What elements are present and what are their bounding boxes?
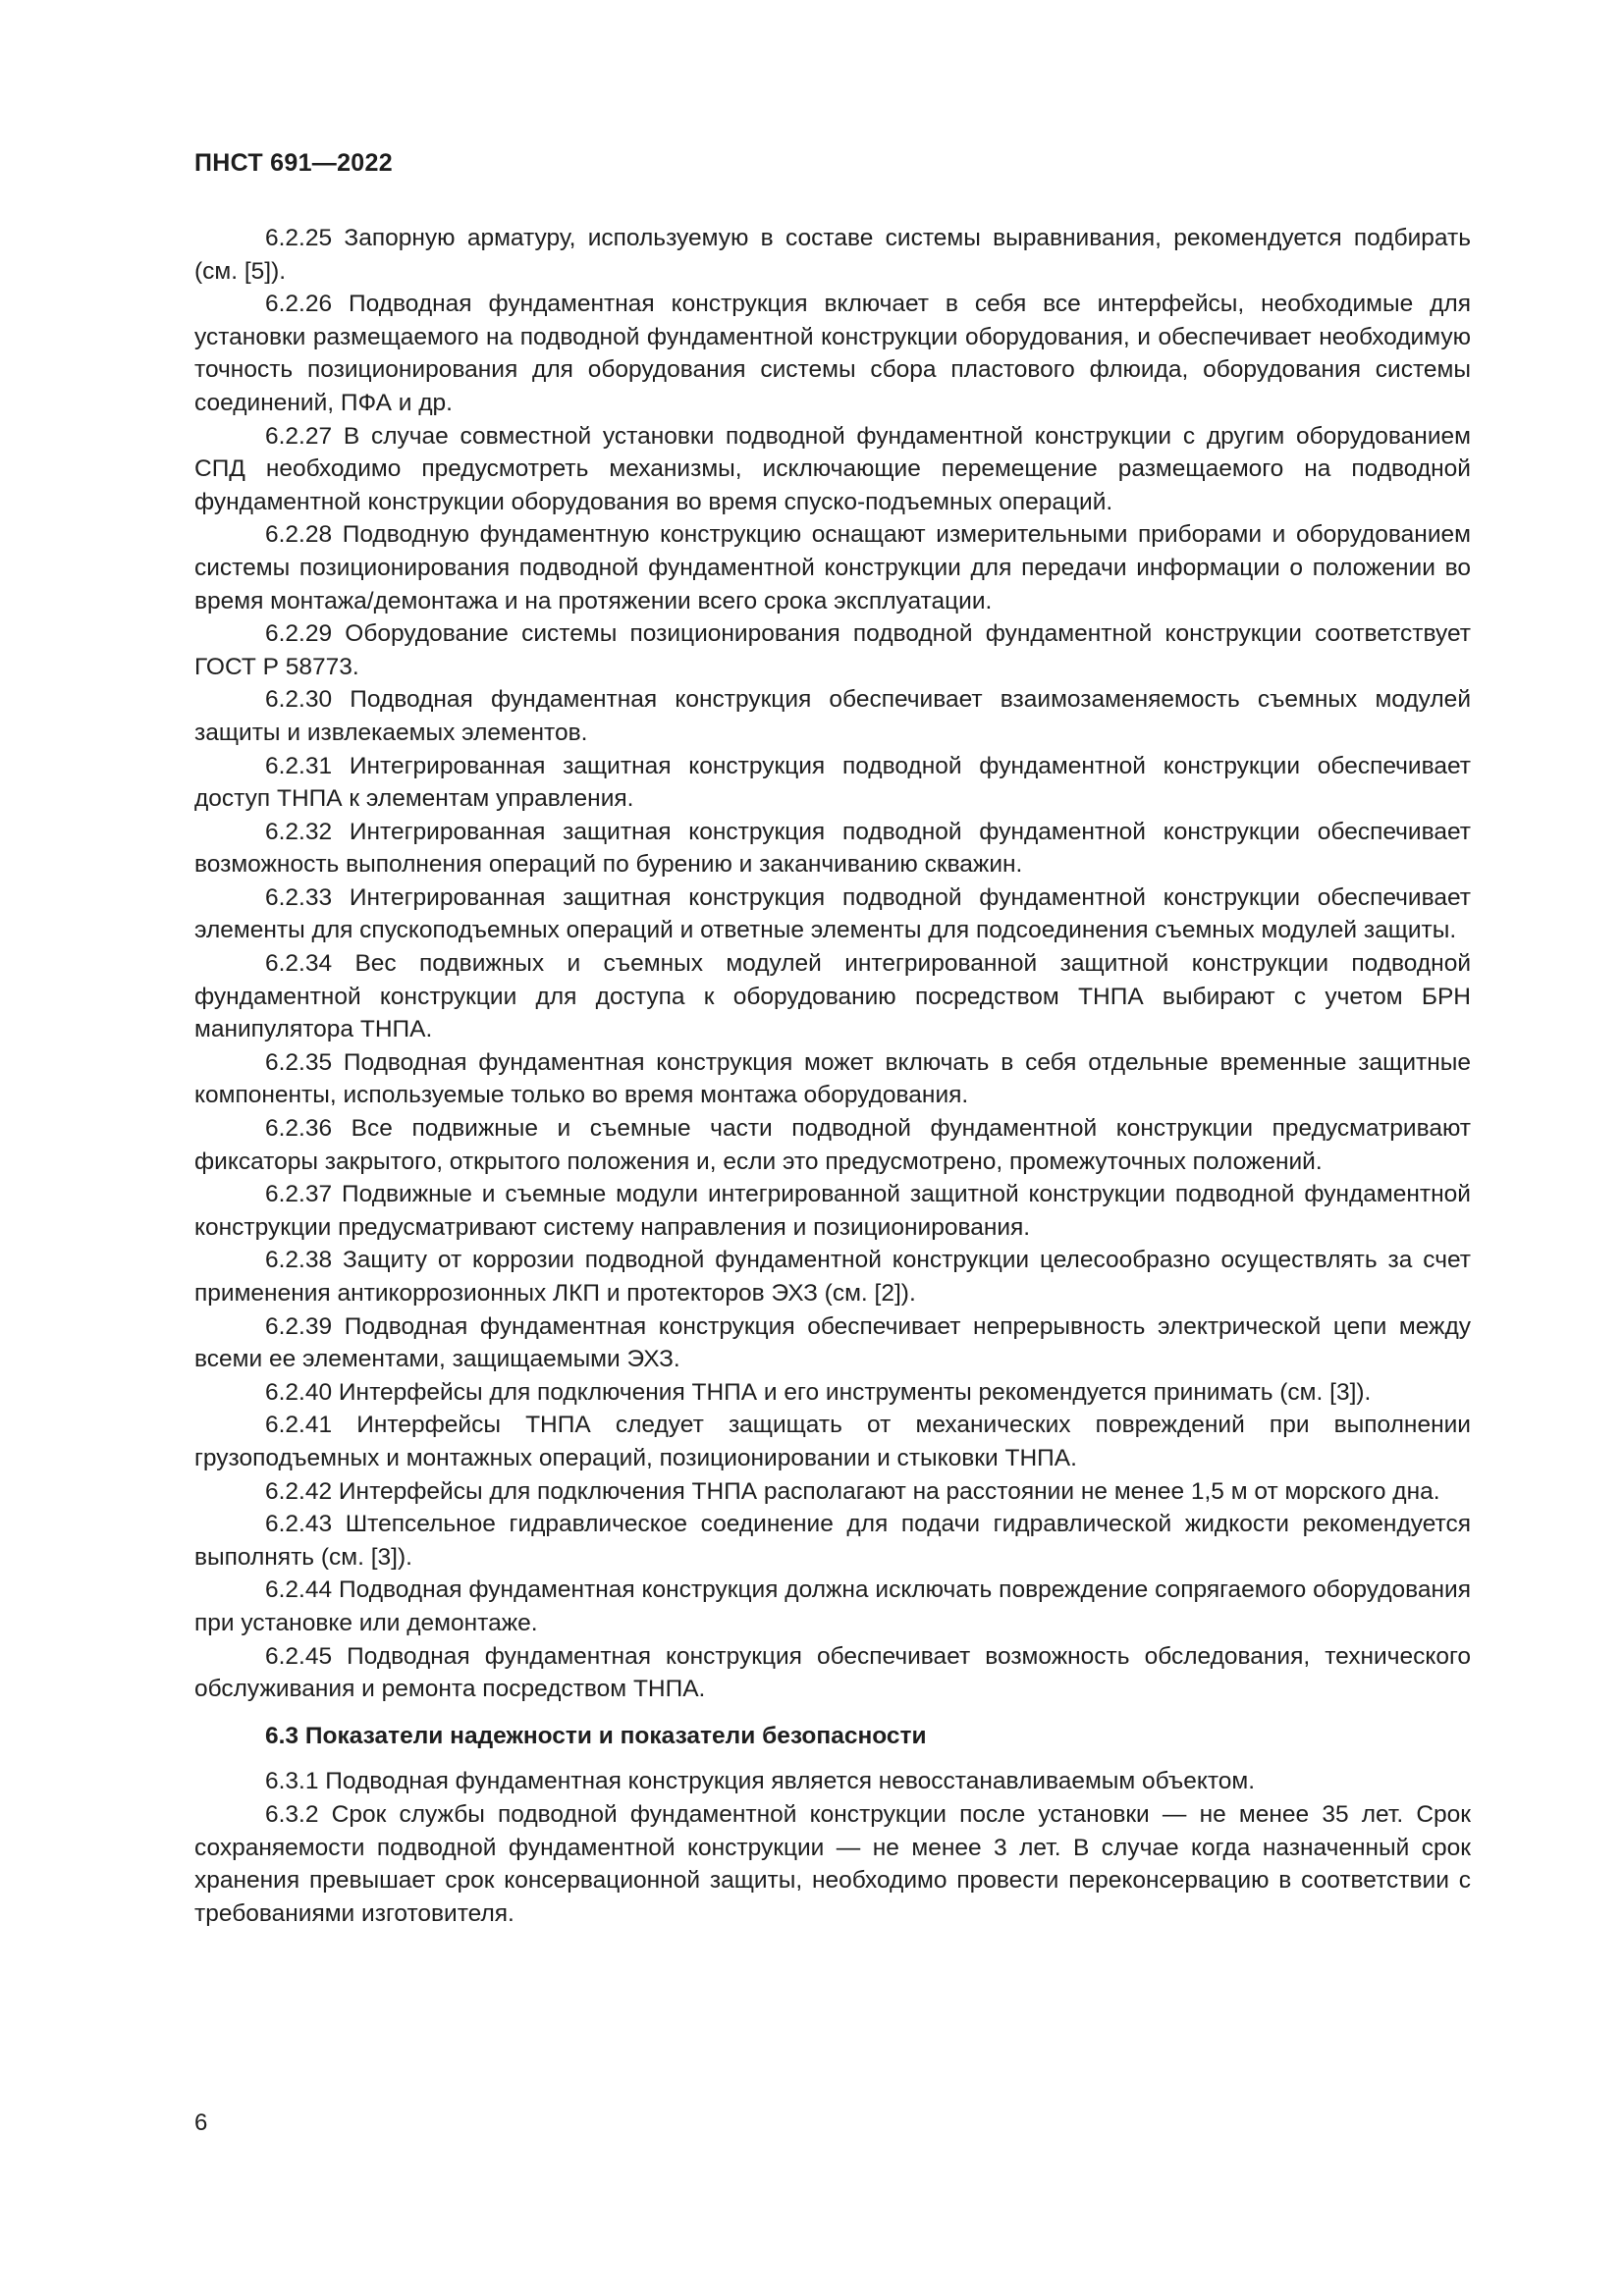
paragraph-6-2-36: 6.2.36 Все подвижные и съемные части подводной фундаментной конструкции предусматривают фиксаторы закрытого, открытого положения и, если это предусмотрено, промежуточных положений. (194, 1115, 1471, 1175)
paragraph-6-3-1: 6.3.1 Подводная фундаментная конструкция является невосстанавливаемым объектом. (265, 1768, 1256, 1795)
paragraph-6-2-44: 6.2.44 Подводная фундаментная конструкция должна исключать повреждение сопрягаемого оборудования при установке или демонтаже. (194, 1576, 1471, 1636)
paragraph-6-2-28: 6.2.28 Подводную фундаментную конструкцию оснащают измерительными приборами и оборудованием системы позиционирования подводной фундаментной конструкции для передачи информации о положении во время монтажа/демонтажа и на протяжении всего срока эксплуатации. (194, 521, 1471, 614)
paragraph-6-3-2: 6.3.2 Срок службы подводной фундаментной конструкции после установки — не менее 35 лет. Срок сохраняемости подводной фундаментной конструкции — не менее 3 лет. В случае когда назначенный срок хранения превышает срок консервационной защиты, необходимо провести переконсервацию в соответствии с требованиями изготовителя. (194, 1800, 1471, 1927)
paragraph-6-2-45: 6.2.45 Подводная фундаментная конструкция обеспечивает возможность обследования, технического обслуживания и ремонта посредством ТНПА. (194, 1642, 1471, 1703)
paragraph-6-2-38: 6.2.38 Защиту от коррозии подводной фундаментной конструкции целесообразно осуществлять за счет применения антикоррозионных ЛКП и протекторов ЭХЗ (см. [2]). (194, 1247, 1471, 1307)
paragraph-6-2-35: 6.2.35 Подводная фундаментная конструкция может включать в себя отдельные временные защитные компоненты, используемые только во время монтажа оборудования. (194, 1048, 1471, 1109)
paragraph-6-2-26: 6.2.26 Подводная фундаментная конструкция включает в себя все интерфейсы, необходимые для установки размещаемого на подводной фундаментной конструкции оборудования, и обеспечивает необходимую точность позиционирования для оборудования системы сбора пластового флюида, оборудования системы соединений, ПФА и др. (194, 291, 1471, 416)
paragraph-6-2-39: 6.2.39 Подводная фундаментная конструкция обеспечивает непрерывность электрической цепи между всеми ее элементами, защищаемыми ЭХЗ. (194, 1312, 1471, 1373)
paragraph-6-2-43: 6.2.43 Штепсельное гидравлическое соединение для подачи гидравлической жидкости рекомендуется выполнять (см. [3]). (194, 1511, 1471, 1571)
page-number: 6 (194, 2109, 208, 2136)
paragraph-6-2-33: 6.2.33 Интегрированная защитная конструкция подводной фундаментной конструкции обеспечивает элементы для спускоподъемных операций и ответные элементы для подсоединения съемных модулей защиты. (194, 883, 1471, 944)
section-heading-6-3: 6.3 Показатели надежности и показатели безопасности (265, 1722, 927, 1749)
paragraph-6-2-37: 6.2.37 Подвижные и съемные модули интегрированной защитной конструкции подводной фундаментной конструкции предусматривают систему направления и позиционирования. (194, 1181, 1471, 1241)
paragraph-6-2-34: 6.2.34 Вес подвижных и съемных модулей интегрированной защитной конструкции подводной фундаментной конструкции для доступа к оборудованию посредством ТНПА выбирают с учетом БРН манипулятора ТНПА. (194, 950, 1471, 1043)
paragraph-6-2-42: 6.2.42 Интерфейсы для подключения ТНПА располагают на расстоянии не менее 1,5 м от морского дна. (265, 1477, 1440, 1505)
paragraph-6-2-29: 6.2.29 Оборудование системы позиционирования подводной фундаментной конструкции соответствует ГОСТ Р 58773. (194, 620, 1471, 680)
paragraph-6-2-25: 6.2.25 Запорную арматуру, используемую в составе системы выравнивания, рекомендуется подбирать (см. [5]). (194, 225, 1471, 285)
paragraph-6-2-27: 6.2.27 В случае совместной установки подводной фундаментной конструкции с другим оборудованием СПД необходимо предусмотреть механизмы, исключающие перемещение размещаемого на подводной фундаментной конструкции оборудования во время спуско-подъемных операций. (194, 422, 1471, 515)
paragraph-6-2-40: 6.2.40 Интерфейсы для подключения ТНПА и его инструменты рекомендуется принимать (см. [3]). (265, 1378, 1372, 1406)
document-code-header: ПНСТ 691—2022 (194, 149, 393, 177)
document-body (194, 222, 1471, 1930)
paragraph-6-2-32: 6.2.32 Интегрированная защитная конструкция подводной фундаментной конструкции обеспечивает возможность выполнения операций по бурению и заканчиванию скважин. (194, 818, 1471, 879)
paragraph-6-2-30: 6.2.30 Подводная фундаментная конструкция обеспечивает взаимозаменяемость съемных модулей защиты и извлекаемых элементов. (194, 686, 1471, 746)
paragraph-6-2-41: 6.2.41 Интерфейсы ТНПА следует защищать от механических повреждений при выполнении грузоподъемных и монтажных операций, позиционировании и стыковки ТНПА. (194, 1412, 1471, 1471)
paragraph-6-2-31: 6.2.31 Интегрированная защитная конструкция подводной фундаментной конструкции обеспечивает доступ ТНПА к элементам управления. (194, 752, 1471, 813)
